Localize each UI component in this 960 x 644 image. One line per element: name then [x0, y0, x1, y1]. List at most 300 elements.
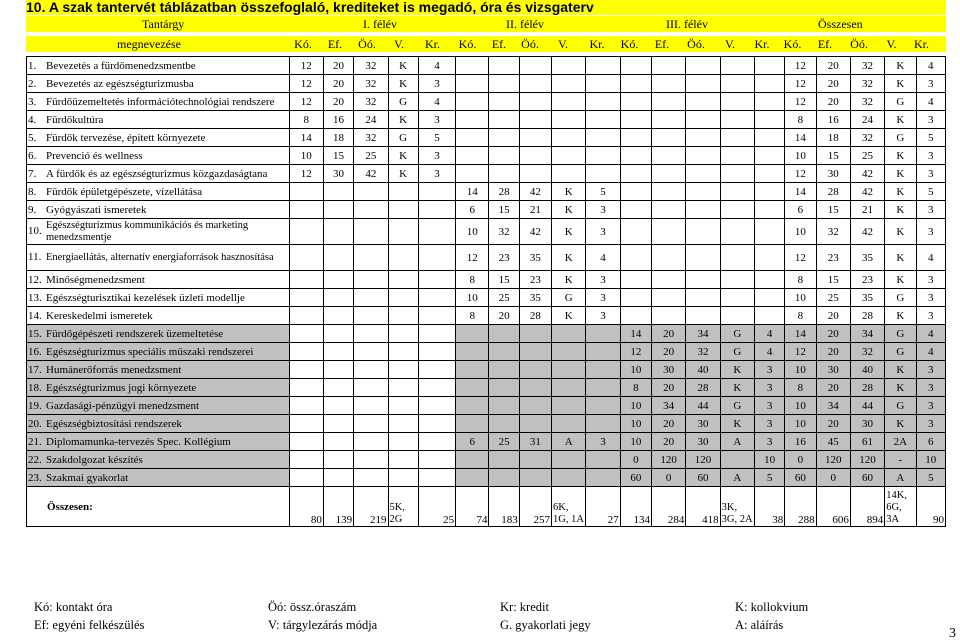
- cell-s3-2: [686, 289, 720, 307]
- cell-s3-3: G: [720, 397, 754, 415]
- cell-s2-0: 6: [456, 433, 489, 451]
- cell-s3-1: [652, 289, 686, 307]
- column-header-13: V.: [724, 37, 736, 51]
- cell-s2-2: [519, 379, 551, 397]
- cell-s3-1: [652, 165, 686, 183]
- course-number: 18.: [28, 381, 42, 394]
- cell-s2-3: [552, 75, 586, 93]
- column-header-7: Öó.: [521, 37, 539, 51]
- cell-tot-0: 14: [785, 129, 816, 147]
- cell-tot-1: 20: [816, 93, 850, 111]
- cell-tot-0: 12: [785, 343, 816, 361]
- cell-s1-4: [418, 469, 455, 487]
- cell-s2-2: [519, 93, 551, 111]
- cell-tot-1: 30: [816, 361, 850, 379]
- cell-s1-4: [418, 343, 455, 361]
- cell-tot-4: 5: [916, 183, 945, 201]
- cell-tot-2: 42: [850, 183, 884, 201]
- cell-s1-3: [388, 433, 418, 451]
- cell-s2-2: [519, 415, 551, 433]
- cell-tot-3: K: [885, 361, 916, 379]
- cell-s3-3: [720, 93, 754, 111]
- cell-s1-4: [418, 433, 455, 451]
- cell-s3-0: 14: [620, 325, 651, 343]
- cell-s1-4: [418, 325, 455, 343]
- table-row: [27, 271, 946, 289]
- table-row: [27, 75, 946, 93]
- cell-s1-0: 12: [289, 75, 323, 93]
- course-name: [27, 147, 290, 165]
- cell-s3-1: [652, 111, 686, 129]
- cell-s1-1: [323, 379, 353, 397]
- cell-s1-3: K: [388, 57, 418, 75]
- header-semester-1: I. félév: [363, 17, 397, 31]
- cell-s1-4: [418, 415, 455, 433]
- course-number: 22.: [28, 453, 42, 466]
- header-row-semesters: [26, 16, 946, 32]
- cell-tot-2: 32: [850, 93, 884, 111]
- cell-s1-0: [289, 325, 323, 343]
- cell-s3-4: [754, 147, 784, 165]
- course-name: [27, 325, 290, 343]
- cell-s1-2: [354, 245, 388, 271]
- table-row: [27, 307, 946, 325]
- column-header-17: Öó.: [850, 37, 868, 51]
- cell-s2-3: A: [552, 433, 586, 451]
- cell-tot-2: 25: [850, 147, 884, 165]
- cell-s1-2: [354, 451, 388, 469]
- cell-s1-1: 15: [323, 147, 353, 165]
- cell-s1-3: [388, 219, 418, 245]
- cell-s2-0: [456, 379, 489, 397]
- cell-tot-0: 16: [785, 433, 816, 451]
- cell-s3-2: [686, 57, 720, 75]
- cell-tot-1: 30: [816, 165, 850, 183]
- cell-tot-0: 14: [785, 325, 816, 343]
- cell-tot-2: 42: [850, 219, 884, 245]
- cell-tot-4: 10: [916, 451, 945, 469]
- cell-s2-4: [586, 129, 620, 147]
- cell-s1-0: 12: [289, 93, 323, 111]
- total-s1-2: 219: [354, 487, 388, 527]
- cell-tot-1: 45: [816, 433, 850, 451]
- cell-tot-2: 61: [850, 433, 884, 451]
- table-row: [27, 469, 946, 487]
- header-semester-2: II. félév: [506, 17, 544, 31]
- cell-tot-4: 5: [916, 129, 945, 147]
- cell-s2-0: [456, 111, 489, 129]
- cell-tot-3: G: [885, 343, 916, 361]
- cell-s2-2: [519, 469, 551, 487]
- cell-s2-3: [552, 451, 586, 469]
- course-title: Kereskedelmi ismeretek: [46, 309, 153, 322]
- legend-ko: Kó: kontakt óra: [34, 600, 113, 614]
- cell-s2-3: [552, 129, 586, 147]
- cell-s2-1: [489, 147, 519, 165]
- cell-s1-1: [323, 307, 353, 325]
- cell-s1-3: [388, 307, 418, 325]
- cell-s2-2: 31: [519, 433, 551, 451]
- cell-s1-4: 4: [418, 57, 455, 75]
- cell-tot-1: 16: [816, 111, 850, 129]
- course-name: [27, 183, 290, 201]
- cell-s2-1: [489, 93, 519, 111]
- cell-tot-1: 18: [816, 129, 850, 147]
- cell-s1-4: 3: [418, 111, 455, 129]
- table-row: [27, 201, 946, 219]
- column-header-14: Kr.: [754, 37, 770, 51]
- cell-tot-2: 28: [850, 379, 884, 397]
- column-header-18: V.: [886, 37, 897, 51]
- course-title: Bevezetés az egészségturizmusba: [46, 77, 194, 90]
- cell-s2-4: 3: [586, 433, 620, 451]
- cell-tot-0: 10: [785, 147, 816, 165]
- cell-tot-4: 4: [916, 325, 945, 343]
- cell-s2-3: [552, 361, 586, 379]
- cell-tot-1: 20: [816, 415, 850, 433]
- cell-s2-0: [456, 469, 489, 487]
- cell-s1-0: [289, 245, 323, 271]
- cell-tot-0: 8: [785, 379, 816, 397]
- cell-tot-1: 20: [816, 57, 850, 75]
- cell-s1-1: [323, 201, 353, 219]
- cell-s1-1: [323, 433, 353, 451]
- cell-s1-0: [289, 289, 323, 307]
- cell-s1-2: 25: [354, 147, 388, 165]
- cell-s3-1: [652, 245, 686, 271]
- table-row: [27, 325, 946, 343]
- cell-s2-0: [456, 451, 489, 469]
- cell-s1-2: [354, 343, 388, 361]
- cell-tot-2: 60: [850, 469, 884, 487]
- cell-s3-2: [686, 271, 720, 289]
- cell-s1-2: 24: [354, 111, 388, 129]
- table-row: [27, 397, 946, 415]
- cell-s2-3: [552, 379, 586, 397]
- cell-s3-2: [686, 93, 720, 111]
- cell-s2-3: [552, 147, 586, 165]
- column-header-16: Ef.: [817, 37, 833, 51]
- course-number: 13.: [28, 291, 42, 304]
- total-tot-4: 90: [916, 487, 945, 527]
- cell-s3-0: 10: [620, 361, 651, 379]
- cell-s2-2: [519, 147, 551, 165]
- course-number: 1.: [28, 59, 37, 72]
- cell-s2-4: [586, 75, 620, 93]
- header-osszesen: Összesen: [818, 17, 863, 31]
- course-name: [27, 379, 290, 397]
- cell-tot-0: 6: [785, 201, 816, 219]
- cell-s3-1: 20: [652, 343, 686, 361]
- course-title: Prevenció és wellness: [46, 149, 143, 162]
- cell-s3-4: [754, 219, 784, 245]
- cell-s2-1: [489, 165, 519, 183]
- column-header-15: Kó.: [783, 37, 802, 51]
- cell-s2-1: [489, 75, 519, 93]
- course-name: [27, 343, 290, 361]
- cell-tot-3: G: [885, 397, 916, 415]
- cell-s2-3: [552, 93, 586, 111]
- cell-s2-0: 10: [456, 289, 489, 307]
- cell-s3-1: 20: [652, 325, 686, 343]
- table-row: [27, 183, 946, 201]
- course-number: 15.: [28, 327, 42, 340]
- cell-s1-0: [289, 183, 323, 201]
- cell-tot-0: 12: [785, 57, 816, 75]
- cell-s2-3: [552, 57, 586, 75]
- cell-s3-3: [720, 201, 754, 219]
- cell-s3-4: 3: [754, 397, 784, 415]
- page-number: 3: [949, 626, 956, 641]
- header-row-columns: [26, 36, 946, 52]
- cell-tot-0: 10: [785, 219, 816, 245]
- course-title: Egészségturisztikai kezelések üzleti modellje: [46, 291, 245, 304]
- cell-s2-3: K: [552, 271, 586, 289]
- cell-s3-1: 0: [652, 469, 686, 487]
- cell-s1-1: [323, 469, 353, 487]
- cell-s1-1: [323, 343, 353, 361]
- cell-tot-3: G: [885, 93, 916, 111]
- cell-s3-1: [652, 75, 686, 93]
- cell-tot-0: 14: [785, 183, 816, 201]
- cell-tot-3: 2A: [885, 433, 916, 451]
- cell-s3-1: [652, 183, 686, 201]
- cell-s2-1: 25: [489, 433, 519, 451]
- cell-s1-4: [418, 361, 455, 379]
- cell-s2-3: [552, 165, 586, 183]
- legend-oo: Öó: össz.óraszám: [268, 600, 357, 614]
- cell-s3-4: 10: [754, 451, 784, 469]
- cell-s1-0: [289, 469, 323, 487]
- course-number: 3.: [28, 95, 37, 108]
- course-number: 20.: [28, 417, 42, 430]
- cell-s1-0: [289, 307, 323, 325]
- cell-s3-4: 4: [754, 325, 784, 343]
- table-row: [27, 111, 946, 129]
- cell-tot-1: 20: [816, 307, 850, 325]
- cell-s2-0: [456, 415, 489, 433]
- cell-s2-0: 8: [456, 307, 489, 325]
- total-s2-0: 74: [456, 487, 489, 527]
- cell-s3-2: 34: [686, 325, 720, 343]
- total-s3-3: 3K, 3G, 2A: [720, 487, 754, 527]
- table-row: [27, 245, 946, 271]
- cell-tot-3: G: [885, 325, 916, 343]
- cell-s1-2: [354, 397, 388, 415]
- cell-tot-3: G: [885, 129, 916, 147]
- cell-s2-2: [519, 343, 551, 361]
- cell-tot-3: K: [885, 75, 916, 93]
- cell-s1-1: [323, 245, 353, 271]
- cell-s1-4: 3: [418, 165, 455, 183]
- cell-s3-0: 10: [620, 415, 651, 433]
- cell-s3-1: 120: [652, 451, 686, 469]
- cell-s3-3: A: [720, 469, 754, 487]
- cell-s2-4: 3: [586, 289, 620, 307]
- cell-tot-1: 15: [816, 147, 850, 165]
- course-name: [27, 361, 290, 379]
- column-header-11: Ef.: [654, 37, 670, 51]
- cell-s1-0: [289, 379, 323, 397]
- cell-s1-4: [418, 183, 455, 201]
- cell-s2-0: [456, 361, 489, 379]
- cell-s3-3: K: [720, 415, 754, 433]
- cell-s3-1: [652, 93, 686, 111]
- cell-s2-2: [519, 361, 551, 379]
- cell-tot-4: 3: [916, 289, 945, 307]
- cell-s2-2: 42: [519, 183, 551, 201]
- course-number: 2.: [28, 77, 37, 90]
- cell-s3-4: 3: [754, 415, 784, 433]
- cell-tot-0: 10: [785, 289, 816, 307]
- cell-s1-0: [289, 433, 323, 451]
- course-title: Szakmai gyakorlat: [46, 471, 129, 484]
- cell-s1-3: [388, 415, 418, 433]
- cell-s2-3: [552, 397, 586, 415]
- cell-tot-3: K: [885, 415, 916, 433]
- total-s3-4: 38: [754, 487, 784, 527]
- cell-s1-0: [289, 451, 323, 469]
- cell-tot-0: 12: [785, 75, 816, 93]
- cell-s1-2: [354, 219, 388, 245]
- cell-s3-1: 20: [652, 379, 686, 397]
- cell-s2-4: [586, 147, 620, 165]
- course-title: Gazdasági-pénzügyi menedzsment: [46, 399, 200, 412]
- cell-s1-1: 18: [323, 129, 353, 147]
- cell-tot-0: 60: [785, 469, 816, 487]
- cell-s2-3: K: [552, 245, 586, 271]
- cell-tot-0: 12: [785, 245, 816, 271]
- course-number: 5.: [28, 131, 37, 144]
- cell-s2-3: K: [552, 201, 586, 219]
- cell-s3-1: [652, 201, 686, 219]
- cell-tot-4: 3: [916, 147, 945, 165]
- cell-s3-0: 10: [620, 397, 651, 415]
- table-row: [27, 93, 946, 111]
- total-s3-2: 418: [686, 487, 720, 527]
- cell-s3-3: K: [720, 361, 754, 379]
- cell-s1-2: 32: [354, 57, 388, 75]
- cell-tot-2: 24: [850, 111, 884, 129]
- cell-s1-0: [289, 397, 323, 415]
- cell-tot-2: 35: [850, 289, 884, 307]
- table-row: [27, 415, 946, 433]
- cell-s2-2: [519, 451, 551, 469]
- cell-tot-0: 12: [785, 93, 816, 111]
- cell-s3-0: [620, 129, 651, 147]
- cell-s3-0: [620, 93, 651, 111]
- cell-tot-3: K: [885, 183, 916, 201]
- cell-tot-0: 10: [785, 361, 816, 379]
- cell-tot-4: 3: [916, 397, 945, 415]
- cell-s3-0: 60: [620, 469, 651, 487]
- cell-s3-2: 32: [686, 343, 720, 361]
- cell-s2-1: [489, 451, 519, 469]
- cell-s3-0: [620, 289, 651, 307]
- cell-s3-1: 34: [652, 397, 686, 415]
- cell-s1-4: 3: [418, 147, 455, 165]
- cell-s1-2: 32: [354, 93, 388, 111]
- cell-tot-4: 3: [916, 415, 945, 433]
- course-title: Egészségturizmus jogi környezete: [46, 381, 197, 394]
- cell-s1-3: [388, 325, 418, 343]
- table-row: [27, 147, 946, 165]
- cell-s2-3: [552, 343, 586, 361]
- cell-s1-3: [388, 245, 418, 271]
- cell-s3-2: 120: [686, 451, 720, 469]
- cell-s2-1: [489, 361, 519, 379]
- cell-s1-2: 42: [354, 165, 388, 183]
- total-tot-2: 894: [850, 487, 884, 527]
- cell-s1-4: 4: [418, 93, 455, 111]
- cell-s2-3: K: [552, 183, 586, 201]
- table-row: [27, 343, 946, 361]
- cell-s3-4: [754, 271, 784, 289]
- cell-s1-1: 20: [323, 75, 353, 93]
- cell-tot-2: 23: [850, 271, 884, 289]
- course-name: [27, 433, 290, 451]
- header-megnevezese: megnevezése: [117, 37, 181, 51]
- total-tot-0: 288: [785, 487, 816, 527]
- course-number: 11.: [28, 251, 42, 264]
- course-number: 7.: [28, 167, 37, 180]
- cell-s3-3: A: [720, 433, 754, 451]
- cell-tot-4: 4: [916, 57, 945, 75]
- cell-s2-0: [456, 129, 489, 147]
- course-name: [27, 129, 290, 147]
- cell-s2-1: 23: [489, 245, 519, 271]
- cell-tot-4: 3: [916, 219, 945, 245]
- table-body: [27, 57, 946, 527]
- cell-s1-0: [289, 361, 323, 379]
- total-s2-1: 183: [489, 487, 519, 527]
- cell-s2-2: 21: [519, 201, 551, 219]
- cell-s3-1: [652, 219, 686, 245]
- cell-s1-3: K: [388, 111, 418, 129]
- cell-tot-1: 20: [816, 325, 850, 343]
- cell-s3-2: [686, 183, 720, 201]
- cell-s1-4: [418, 451, 455, 469]
- cell-s1-0: [289, 201, 323, 219]
- cell-tot-0: 10: [785, 415, 816, 433]
- cell-s1-3: K: [388, 165, 418, 183]
- cell-tot-4: 3: [916, 111, 945, 129]
- total-s1-1: 139: [323, 487, 353, 527]
- course-title: Fürdőgépészeti rendszerek üzemeltetése: [46, 327, 224, 340]
- cell-s3-2: [686, 129, 720, 147]
- total-row: [27, 487, 946, 527]
- cell-s1-2: [354, 183, 388, 201]
- course-name: [27, 307, 290, 325]
- total-s2-4: 27: [586, 487, 620, 527]
- cell-s1-1: [323, 219, 353, 245]
- cell-tot-1: 25: [816, 289, 850, 307]
- cell-s3-4: 3: [754, 361, 784, 379]
- cell-tot-2: 40: [850, 361, 884, 379]
- table-row: [27, 129, 946, 147]
- cell-tot-1: 28: [816, 183, 850, 201]
- course-title: Energiaellátás, alternatív energiaforrások hasznosítása: [46, 251, 274, 263]
- cell-s3-2: [686, 245, 720, 271]
- cell-s2-1: [489, 397, 519, 415]
- cell-s1-3: G: [388, 129, 418, 147]
- cell-s2-1: [489, 469, 519, 487]
- cell-s2-4: [586, 343, 620, 361]
- cell-s3-0: [620, 245, 651, 271]
- cell-s3-3: [720, 111, 754, 129]
- cell-tot-1: 20: [816, 379, 850, 397]
- cell-tot-1: 23: [816, 245, 850, 271]
